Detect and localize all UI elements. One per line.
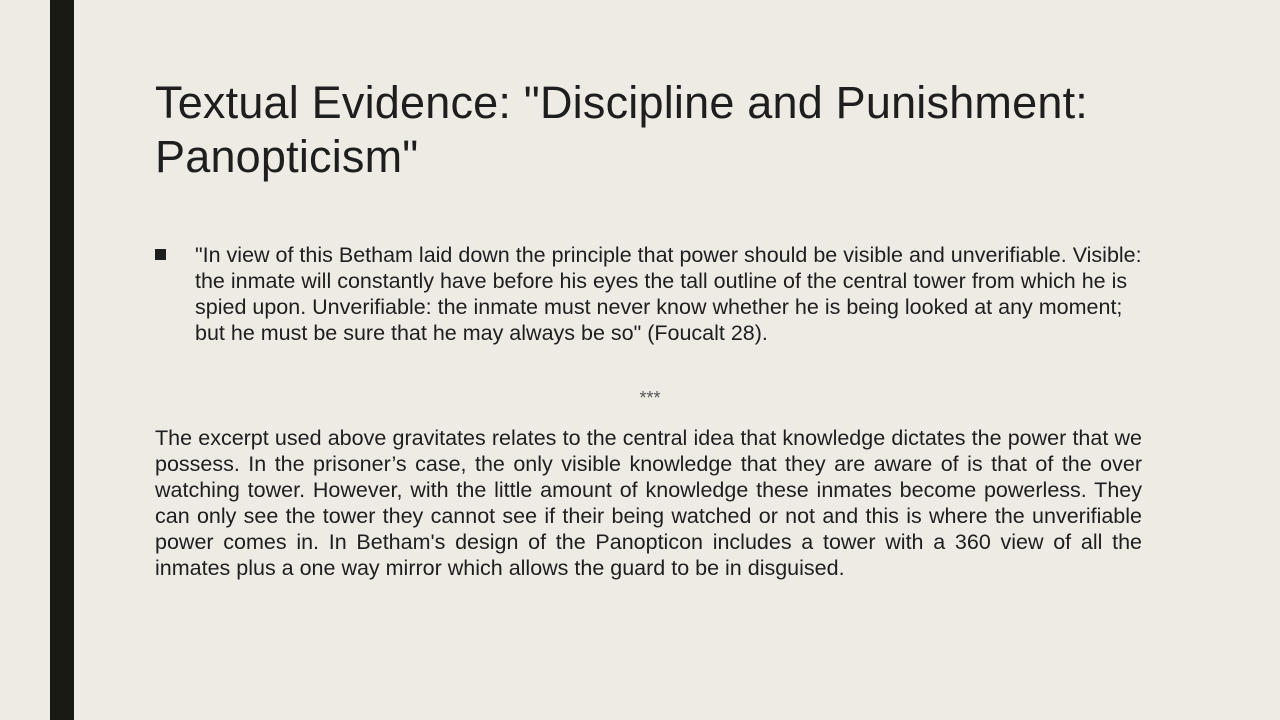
section-separator: ***	[639, 388, 661, 408]
slide-title: Textual Evidence: "Discipline and Punishment: Panopticism"	[155, 77, 1088, 182]
square-bullet-icon	[155, 249, 166, 260]
analysis-paragraph: The excerpt used above gravitates relates to the central idea that knowledge dictates the power that we possess. In the prisoner’s case, the only visible knowledge that they are aware of is that of the over watching tower. However, with the little amount of knowledge these inmates become powerless. They can only see the tower they cannot see if their being watched or not and this is where the unverifiable power comes in. In Betham's design of the Panopticon includes a tower with a 360 view of all the inmates plus a one way mirror which allows the guard to be in disguised.	[155, 426, 1142, 580]
quote-text: "In view of this Betham laid down the principle that power should be visible and unverifiable. Visible: the inmate will constantly have before his eyes the tall outline of the central tower from which he is spied upon. Unverifiable: the inmate must never know whether he is being looked at any moment; but he must be sure that he may always be so" (Foucalt 28).	[195, 243, 1142, 345]
accent-bar	[50, 0, 74, 720]
